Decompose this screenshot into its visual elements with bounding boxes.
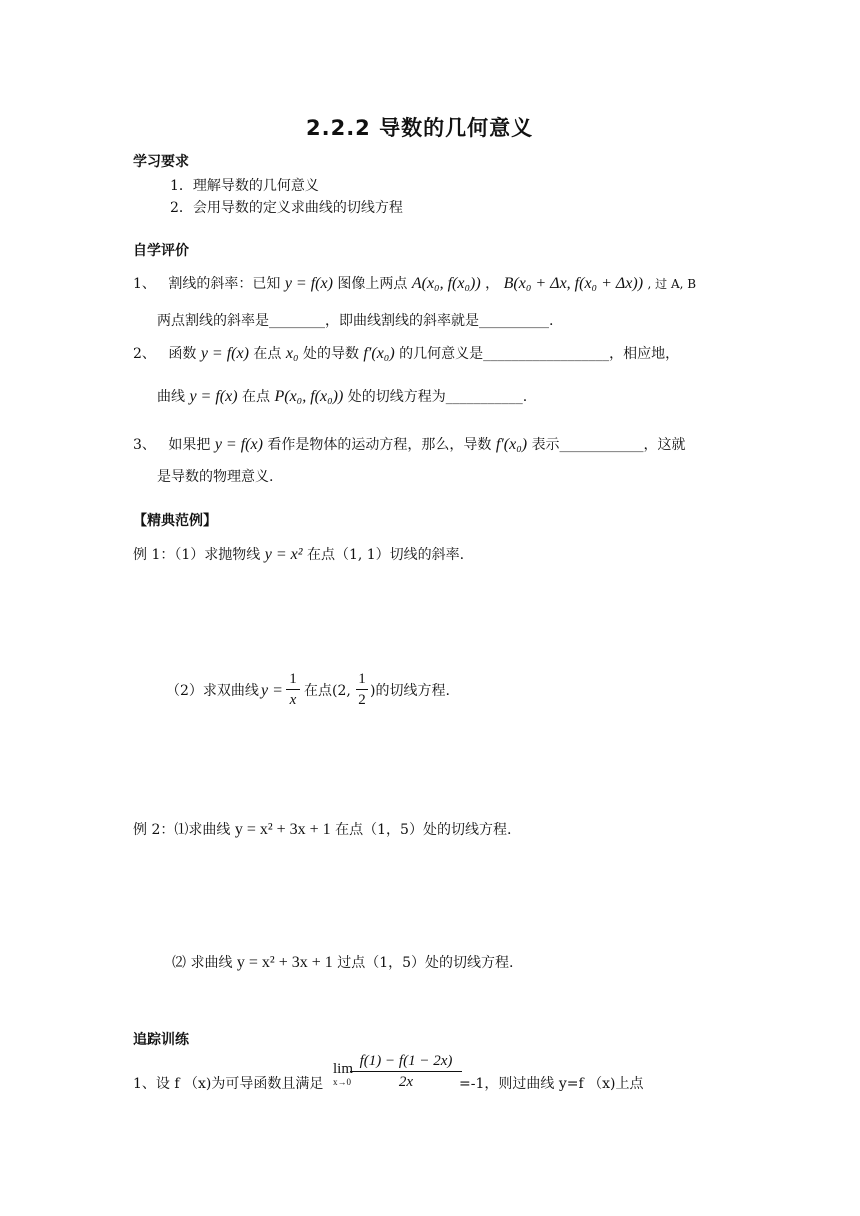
question-text: 处的切线方程为___________. [347, 389, 528, 405]
math-expression: y = x² + 3x + 1 [236, 954, 333, 971]
page-title: 2.2.2 导数的几何意义 [306, 116, 534, 140]
question-text: , 过 A, B [647, 277, 697, 291]
math-expression: B(x₀ + Δx, f(x₀ + Δx)) [503, 275, 644, 292]
example-text: 例 1：（1）求抛物线 [133, 547, 261, 563]
question-text: 曲线 [157, 389, 185, 405]
math-expression: P(x₀, f(x₀)) [274, 388, 344, 405]
fraction-denominator: x [289, 692, 297, 708]
math-expression: A(x₀, f(x₀)) [411, 275, 481, 292]
fraction-denominator: 2x [398, 1074, 414, 1090]
fraction-numerator: 1 [358, 671, 366, 687]
example-1-part-2-text-c: )的切线方程. [370, 683, 450, 699]
math-expression: f′(x₀) [363, 345, 395, 362]
math-expression: y = f(x) [284, 275, 333, 292]
limit-operator: lim [333, 1061, 354, 1077]
math-expression: y = [261, 682, 283, 699]
question-3-line-2: 是导数的物理意义. [157, 469, 274, 485]
requirement-item: 2．会用导数的定义求曲线的切线方程 [170, 200, 403, 216]
question-text: 表示____________，这就 [531, 437, 686, 453]
training-q1-text-a: 1、设 f （x)为可导函数且满足 [133, 1076, 324, 1092]
question-number: 1、 [133, 276, 156, 292]
question-1-line-2: 两点割线的斜率是________，即曲线割线的斜率就是__________. [157, 313, 554, 329]
question-text: 在点 [242, 389, 271, 405]
fraction-numerator: f(1) − f(1 − 2x) [359, 1053, 453, 1069]
question-text: 看作是物体的运动方程，那么，导数 [267, 437, 492, 453]
question-2-line-2 [157, 387, 527, 406]
example-text: 过点（1，5）处的切线方程. [337, 955, 514, 971]
example-2-part-2 [172, 953, 514, 972]
question-number: 2、 [133, 346, 156, 362]
fraction-bar [286, 689, 300, 690]
question-text: 在点 [253, 346, 282, 362]
fraction-bar [356, 689, 368, 690]
requirements-heading: 学习要求 [133, 154, 189, 170]
question-text: 函数 [168, 346, 197, 362]
math-expression: y = x² + 3x + 1 [234, 821, 331, 838]
question-3 [133, 435, 686, 454]
example-text: 例 2：⑴求曲线 [133, 822, 231, 838]
fraction-one-over-x [286, 670, 300, 709]
question-1 [133, 274, 696, 293]
math-expression: x₀ [285, 345, 299, 362]
question-text: 的几何意义是__________________，相应地， [399, 346, 680, 362]
example-1-part-1 [133, 545, 464, 564]
question-number: 3、 [133, 437, 156, 453]
requirement-item: 1．理解导数的几何意义 [170, 178, 319, 194]
math-expression: y = x² [264, 546, 303, 563]
math-expression: y = f(x) [214, 436, 263, 453]
question-2 [133, 344, 679, 363]
question-text: 割线的斜率：已知 [168, 276, 281, 292]
fraction-denominator: 2 [358, 692, 366, 708]
limit-subscript: x→0 [333, 1077, 351, 1087]
limit-fraction [350, 1052, 462, 1091]
example-text: 在点（1, 1）切线的斜率. [306, 547, 465, 563]
math-expression: y = f(x) [189, 388, 238, 405]
training-q1-text-b: =-1，则过曲线 y=f （x)上点 [459, 1076, 644, 1092]
question-text: 处的导数 [302, 346, 359, 362]
math-expression: f′(x₀) [495, 436, 528, 453]
fraction-numerator: 1 [289, 671, 297, 687]
examples-heading: 【精典范例】 [133, 513, 217, 529]
training-heading: 追踪训练 [133, 1032, 189, 1048]
example-1-part-2-text-a: （2）求双曲线 [166, 683, 259, 699]
example-2-part-1 [133, 820, 511, 839]
math-expression: y = f(x) [200, 345, 249, 362]
question-text: 图像上两点 [337, 276, 408, 292]
example-1-part-2-text-b: 在点(2, [304, 683, 351, 699]
question-text: ， [485, 276, 500, 292]
fraction-one-half [356, 670, 368, 709]
fraction-bar [350, 1071, 462, 1072]
question-text: 如果把 [168, 437, 211, 453]
example-text: ⑵ 求曲线 [172, 955, 233, 971]
example-text: 在点（1，5）处的切线方程. [335, 822, 512, 838]
self-study-heading: 自学评价 [133, 243, 189, 259]
